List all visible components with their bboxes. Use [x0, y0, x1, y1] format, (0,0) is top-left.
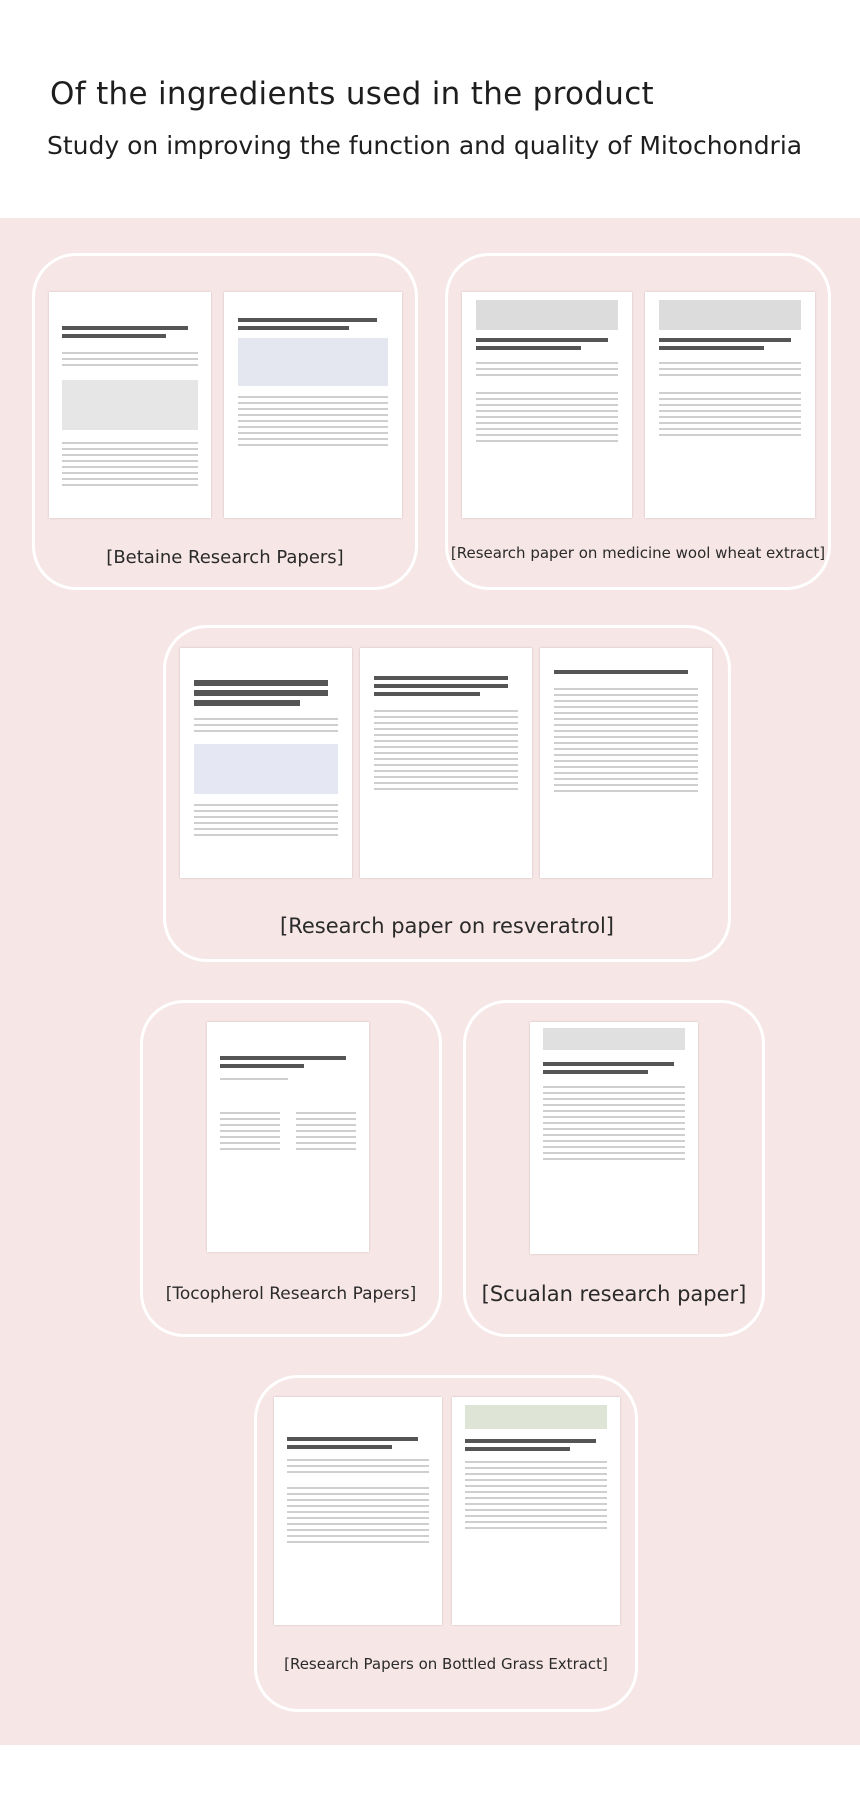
wheat-extract-caption: [Research paper on medicine wool wheat extract]: [450, 544, 826, 562]
paper-thumbnail: [530, 1022, 698, 1254]
bottled-grass-caption: [Research Papers on Bottled Grass Extract]: [284, 1655, 608, 1673]
page-subtitle: Study on improving the function and quality of Mitochondria: [47, 131, 803, 160]
header: [0, 0, 860, 218]
resveratrol-caption: [Research paper on resveratrol]: [280, 914, 614, 938]
paper-thumbnail: [462, 292, 632, 518]
paper-thumbnail: [207, 1022, 369, 1252]
paper-thumbnail: [180, 648, 352, 878]
paper-thumbnail: [360, 648, 532, 878]
paper-thumbnail: [274, 1397, 442, 1625]
paper-thumbnail: [645, 292, 815, 518]
footer: [0, 1745, 860, 1804]
betaine-caption: [Betaine Research Papers]: [106, 547, 344, 568]
paper-thumbnail: [452, 1397, 620, 1625]
paper-thumbnail: [49, 292, 211, 518]
tocopherol-caption: [Tocopherol Research Papers]: [165, 1284, 417, 1304]
paper-thumbnail: [224, 292, 402, 518]
page-title: Of the ingredients used in the product: [50, 76, 655, 112]
squalane-caption: [Scualan research paper]: [481, 1282, 747, 1306]
paper-thumbnail: [540, 648, 712, 878]
